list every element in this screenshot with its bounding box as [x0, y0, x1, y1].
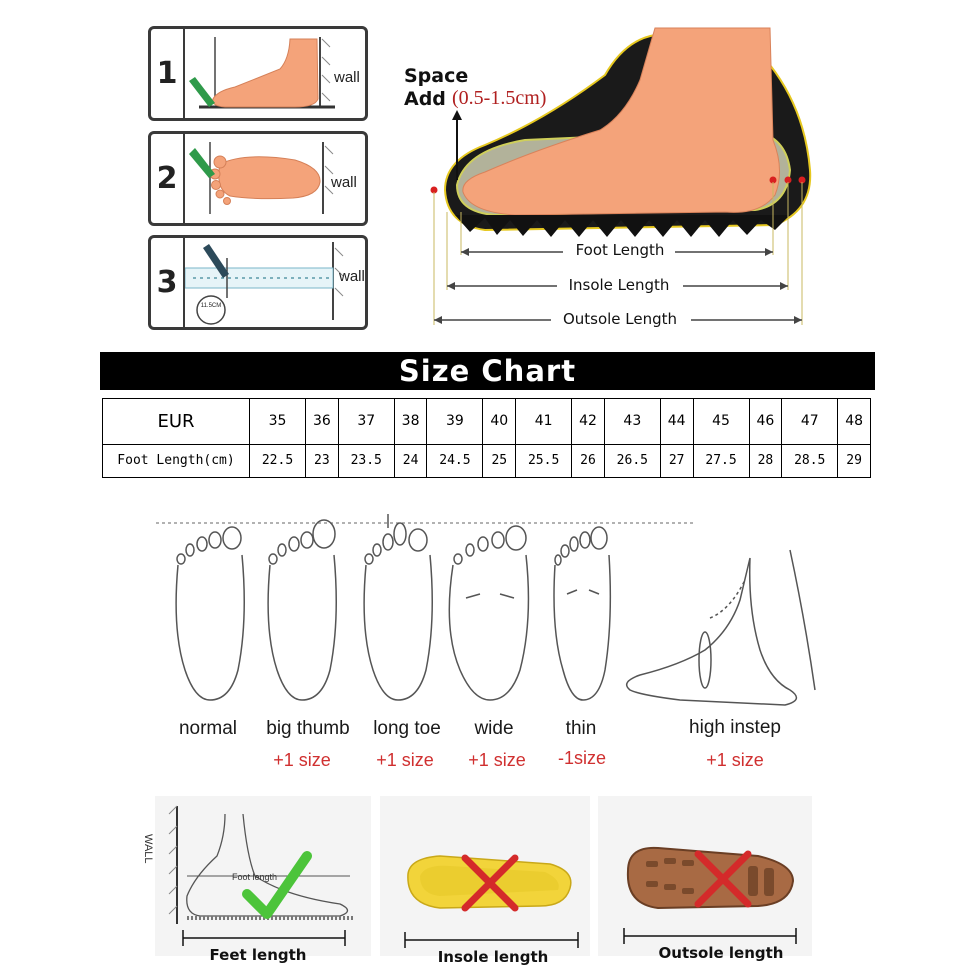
wall-label: wall — [339, 268, 365, 285]
measure-step-2 — [148, 131, 368, 226]
eur-size: 39 — [427, 399, 483, 445]
inner-foot-length-label: Foot length — [232, 872, 278, 882]
insole-length-method-illustration — [380, 796, 590, 956]
eur-size: 37 — [338, 399, 394, 445]
eur-size: 44 — [660, 399, 693, 445]
size-adjustment: -1size — [557, 748, 606, 768]
ruler-illustration — [185, 238, 365, 327]
eur-size: 43 — [604, 399, 660, 445]
eur-size: 35 — [250, 399, 306, 445]
foot-type-label: normal — [178, 718, 238, 739]
foot-type-label: wide — [474, 718, 514, 739]
space-label: Space — [404, 65, 469, 87]
size-adjustment: +1 size — [468, 750, 526, 770]
foot-length-label: Foot Length — [575, 241, 665, 259]
eur-size: 47 — [782, 399, 838, 445]
outsole-length-method-illustration — [598, 796, 812, 956]
outsole-length-label: Outsole Length — [562, 310, 678, 328]
foot-type-label: long toe — [373, 718, 441, 739]
measure-step-1 — [148, 26, 368, 121]
eur-row — [103, 399, 871, 445]
foot-length-value: 24 — [394, 444, 427, 477]
foot-length-value: 28.5 — [782, 444, 838, 477]
foot-length-row — [103, 444, 871, 477]
eur-size: 45 — [693, 399, 749, 445]
step-number: 3 — [151, 238, 185, 327]
size-adjustment: +1 size — [273, 750, 331, 770]
foot-length-value: 27 — [660, 444, 693, 477]
high-instep-foot-outline — [627, 550, 815, 705]
size-adjustment: +1 size — [706, 750, 764, 770]
wall-side-label: WALL — [142, 834, 154, 864]
step-number: 1 — [151, 29, 185, 118]
size-adjustment: +1 size — [376, 750, 434, 770]
add-range: (0.5-1.5cm) — [452, 87, 547, 109]
ruler-reading: 11.5CM — [200, 303, 222, 309]
eur-size: 36 — [306, 399, 339, 445]
step-number: 2 — [151, 134, 185, 223]
wall-label: wall — [334, 69, 360, 86]
eur-size: 41 — [516, 399, 572, 445]
thin-foot-outline — [554, 527, 610, 700]
measure-step-3 — [148, 235, 368, 330]
insole-length-label: Insole Length — [568, 276, 670, 294]
eur-size: 38 — [394, 399, 427, 445]
foot-type-label: high instep — [689, 717, 781, 738]
foot-length-value: 26 — [572, 444, 605, 477]
foot-length-value: 23 — [306, 444, 339, 477]
foot-length-value: 24.5 — [427, 444, 483, 477]
method-label: Feet length — [209, 946, 307, 964]
eur-size: 40 — [483, 399, 516, 445]
foot-length-value: 25.5 — [516, 444, 572, 477]
foot-length-value: 27.5 — [693, 444, 749, 477]
foot-length-value: 26.5 — [604, 444, 660, 477]
foot-type-label: big thumb — [266, 718, 350, 739]
eur-size: 42 — [572, 399, 605, 445]
method-label: Outsole length — [658, 944, 784, 962]
foot-length-value: 29 — [838, 444, 871, 477]
eur-size: 48 — [838, 399, 871, 445]
wide-foot-outline — [449, 526, 528, 700]
foot-length-value: 23.5 — [338, 444, 394, 477]
method-label: Insole length — [437, 948, 549, 966]
foot-length-header: Foot Length(cm) — [103, 444, 250, 477]
wall-label: wall — [331, 174, 357, 191]
size-chart-table — [102, 398, 871, 478]
long-toe-foot-outline — [364, 514, 432, 700]
foot-types-illustration — [150, 510, 870, 710]
add-label: Add — [404, 88, 446, 110]
foot-length-value: 25 — [483, 444, 516, 477]
eur-header: EUR — [103, 399, 250, 445]
foot-length-value: 22.5 — [250, 444, 306, 477]
eur-size: 46 — [749, 399, 782, 445]
normal-foot-outline — [176, 527, 244, 700]
foot-length-value: 28 — [749, 444, 782, 477]
big-thumb-foot-outline — [268, 520, 336, 700]
size-chart-title: Size Chart — [100, 352, 875, 390]
foot-type-label: thin — [565, 718, 597, 739]
